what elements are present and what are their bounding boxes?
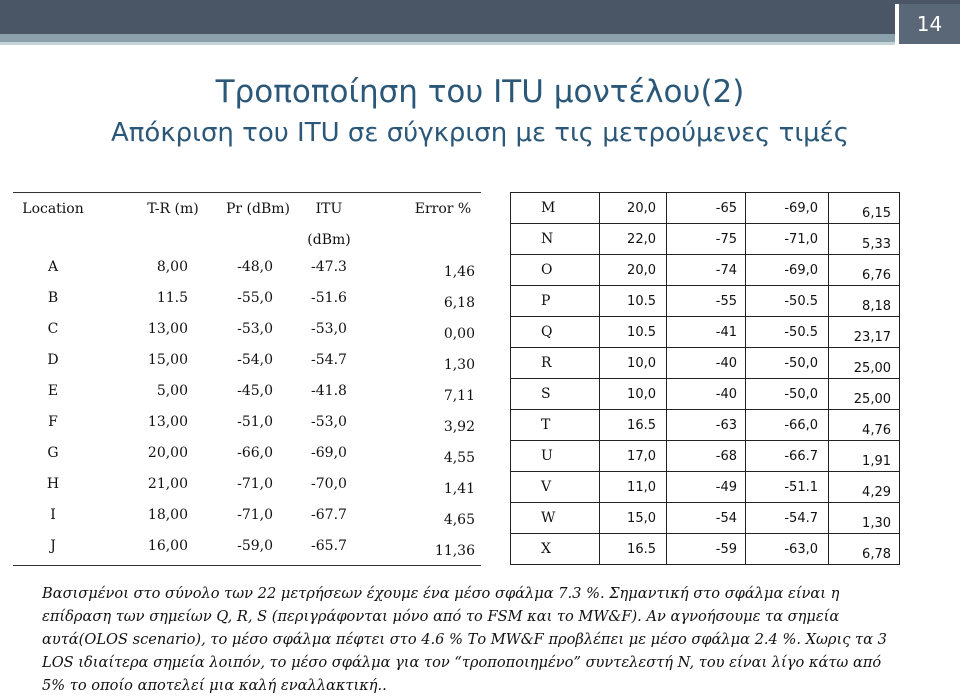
table-row bbox=[13, 534, 481, 566]
cell-tr: 10,0 bbox=[600, 348, 667, 379]
cell-itu: -50,0 bbox=[746, 348, 829, 379]
cell-pr: -54 bbox=[667, 503, 746, 534]
cell-tr: 16.5 bbox=[600, 410, 667, 441]
cell-location: R bbox=[511, 348, 600, 379]
table-row bbox=[511, 534, 900, 565]
cell-itu: -53,0 bbox=[311, 321, 347, 337]
cell-error: 7,11 bbox=[443, 388, 475, 404]
cell-tr: 15,0 bbox=[600, 503, 667, 534]
cell-error: 1,91 bbox=[829, 441, 900, 472]
cell-location: J bbox=[50, 538, 56, 554]
cell-location: G bbox=[47, 445, 59, 461]
cell-pr: -40 bbox=[667, 348, 746, 379]
cell-error: 25,00 bbox=[829, 379, 900, 410]
cell-tr: 10.5 bbox=[600, 317, 667, 348]
table-row bbox=[13, 503, 481, 534]
cell-pr: -55 bbox=[667, 286, 746, 317]
cell-itu: -50.5 bbox=[746, 286, 829, 317]
cell-location: B bbox=[47, 290, 59, 306]
table-row bbox=[511, 503, 900, 534]
table-row bbox=[511, 472, 900, 503]
cell-pr: -51,0 bbox=[237, 414, 273, 430]
cell-error: 0,00 bbox=[443, 326, 475, 342]
cell-pr: -63 bbox=[667, 410, 746, 441]
cell-error: 4,65 bbox=[443, 512, 475, 528]
table-row bbox=[13, 379, 481, 410]
cell-itu: -69,0 bbox=[746, 193, 829, 224]
header-error: Error % bbox=[414, 201, 472, 217]
table-row bbox=[13, 472, 481, 503]
cell-tr: 16,00 bbox=[147, 538, 188, 554]
cell-pr: -40 bbox=[667, 379, 746, 410]
cell-error: 4,29 bbox=[829, 472, 900, 503]
table-row bbox=[511, 317, 900, 348]
cell-itu: -53,0 bbox=[311, 414, 347, 430]
cell-error: 23,17 bbox=[829, 317, 900, 348]
cell-itu: -54.7 bbox=[746, 503, 829, 534]
cell-location: D bbox=[47, 352, 59, 368]
cell-itu: -41.8 bbox=[311, 383, 347, 399]
cell-pr: -45,0 bbox=[237, 383, 273, 399]
cell-itu: -50,0 bbox=[746, 379, 829, 410]
cell-pr: -75 bbox=[667, 224, 746, 255]
left-table-header bbox=[13, 192, 481, 224]
left-table-body bbox=[13, 255, 481, 566]
cell-pr: -65 bbox=[667, 193, 746, 224]
cell-error: 6,18 bbox=[443, 295, 475, 311]
cell-pr: -53,0 bbox=[237, 321, 273, 337]
cell-itu: -51.6 bbox=[311, 290, 347, 306]
table-row bbox=[511, 410, 900, 441]
cell-location: C bbox=[47, 321, 59, 337]
cell-location: U bbox=[511, 441, 600, 472]
slide-number: 14 bbox=[895, 4, 960, 44]
cell-tr: 21,00 bbox=[147, 476, 188, 492]
cell-tr: 15,00 bbox=[147, 352, 188, 368]
cell-pr: -49 bbox=[667, 472, 746, 503]
cell-error: 5,33 bbox=[829, 224, 900, 255]
table-row bbox=[13, 317, 481, 348]
cell-tr: 13,00 bbox=[147, 321, 188, 337]
cell-location: T bbox=[511, 410, 600, 441]
header-itu-unit: (dBm) bbox=[307, 232, 351, 248]
cell-tr: 11.5 bbox=[156, 290, 188, 306]
cell-location: N bbox=[511, 224, 600, 255]
header-itu: ITU bbox=[315, 201, 343, 217]
cell-tr: 10.5 bbox=[600, 286, 667, 317]
cell-tr: 8,00 bbox=[156, 259, 188, 275]
cell-itu: -70,0 bbox=[311, 476, 347, 492]
paragraph-line: LOS ιδιαίτερα σημεία λοιπόν, το μέσο σφάλμα για τον “τροποποιημένο” συντελεστή N, του είναι λίγο κάτω από bbox=[42, 654, 882, 671]
cell-location: A bbox=[47, 259, 59, 275]
table-row bbox=[13, 348, 481, 379]
cell-itu: -65.7 bbox=[311, 538, 347, 554]
cell-location: F bbox=[48, 414, 58, 430]
cell-tr: 17,0 bbox=[600, 441, 667, 472]
cell-error: 6,78 bbox=[829, 534, 900, 565]
cell-error: 6,15 bbox=[829, 193, 900, 224]
cell-pr: -59,0 bbox=[237, 538, 273, 554]
cell-error: 11,36 bbox=[434, 543, 475, 559]
table-row bbox=[511, 348, 900, 379]
header-stripe bbox=[0, 34, 895, 42]
cell-error: 4,76 bbox=[829, 410, 900, 441]
left-table-subheader bbox=[13, 224, 481, 255]
cell-location: W bbox=[511, 503, 600, 534]
header-location: Location bbox=[22, 201, 84, 217]
cell-location: P bbox=[511, 286, 600, 317]
cell-tr: 20,0 bbox=[600, 193, 667, 224]
cell-error: 1,41 bbox=[443, 481, 475, 497]
cell-location: E bbox=[47, 383, 59, 399]
slide-subtitle: Απόκριση του ITU σε σύγκριση με τις μετρούμενες τιμές bbox=[110, 118, 849, 148]
cell-location: O bbox=[511, 255, 600, 286]
table-row bbox=[511, 224, 900, 255]
cell-itu: -69,0 bbox=[311, 445, 347, 461]
cell-pr: -41 bbox=[667, 317, 746, 348]
cell-itu: -47.3 bbox=[311, 259, 347, 275]
cell-itu: -67.7 bbox=[311, 507, 347, 523]
cell-pr: -54,0 bbox=[237, 352, 273, 368]
cell-pr: -71,0 bbox=[237, 476, 273, 492]
cell-location: I bbox=[50, 507, 56, 523]
cell-pr: -48,0 bbox=[237, 259, 273, 275]
cell-pr: -74 bbox=[667, 255, 746, 286]
paragraph-line: 5% το οποίο αποτελεί μια καλή εναλλακτική.. bbox=[42, 677, 387, 694]
cell-tr: 20,0 bbox=[600, 255, 667, 286]
cell-location: Q bbox=[511, 317, 600, 348]
cell-pr: -68 bbox=[667, 441, 746, 472]
cell-error: 3,92 bbox=[443, 419, 475, 435]
cell-itu: -63,0 bbox=[746, 534, 829, 565]
table-row bbox=[511, 193, 900, 224]
cell-tr: 18,00 bbox=[147, 507, 188, 523]
cell-tr: 5,00 bbox=[156, 383, 188, 399]
cell-tr: 10,0 bbox=[600, 379, 667, 410]
header-pr: Pr (dBm) bbox=[225, 201, 290, 217]
cell-tr: 13,00 bbox=[147, 414, 188, 430]
cell-itu: -50.5 bbox=[746, 317, 829, 348]
left-table bbox=[13, 192, 481, 566]
slide-title: Τροποποίηση του ITU μοντέλου(2) bbox=[215, 74, 745, 110]
cell-tr: 16.5 bbox=[600, 534, 667, 565]
cell-error: 1,30 bbox=[443, 357, 475, 373]
cell-location: X bbox=[511, 534, 600, 565]
right-table bbox=[510, 192, 900, 565]
table-row bbox=[511, 441, 900, 472]
cell-error: 8,18 bbox=[829, 286, 900, 317]
table-row bbox=[13, 255, 481, 286]
cell-pr: -71,0 bbox=[237, 507, 273, 523]
cell-location: S bbox=[511, 379, 600, 410]
cell-error: 1,46 bbox=[443, 264, 475, 280]
paragraph-line: επίδραση των σημείων Q, R, S (περιγράφονται μόνο από το FSM και το MW&F). Αν αγνοήσουμε τα σημεία bbox=[42, 608, 840, 625]
header-bar bbox=[0, 0, 960, 34]
table-row bbox=[13, 286, 481, 317]
cell-error: 6,76 bbox=[829, 255, 900, 286]
cell-pr: -59 bbox=[667, 534, 746, 565]
table-row bbox=[511, 286, 900, 317]
cell-tr: 11,0 bbox=[600, 472, 667, 503]
right-table-body bbox=[511, 193, 900, 565]
cell-pr: -66,0 bbox=[237, 445, 273, 461]
cell-pr: -55,0 bbox=[237, 290, 273, 306]
cell-error: 25,00 bbox=[829, 348, 900, 379]
paragraph-line: Βασισμένοι στο σύνολο των 22 μετρήσεων έχουμε ένα μέσο σφάλμα 7.3 %. Σημαντική στο σφάλμα είναι η bbox=[42, 585, 840, 602]
cell-itu: -69,0 bbox=[746, 255, 829, 286]
cell-location: M bbox=[511, 193, 600, 224]
paragraph-line: αυτά(OLOS scenario), το μέσο σφάλμα πέφτει στο 4.6 % Το MW&F προβλέπει με μέσο σφάλμα 2.4 %. Χωρις τα 3 bbox=[42, 631, 887, 648]
cell-itu: -71,0 bbox=[746, 224, 829, 255]
cell-location: H bbox=[46, 476, 60, 492]
cell-tr: 22,0 bbox=[600, 224, 667, 255]
cell-error: 4,55 bbox=[443, 450, 475, 466]
cell-itu: -54.7 bbox=[311, 352, 347, 368]
cell-error: 1,30 bbox=[829, 503, 900, 534]
table-row bbox=[511, 255, 900, 286]
table-row bbox=[13, 441, 481, 472]
conclusion-paragraph bbox=[42, 582, 922, 697]
table-row bbox=[511, 379, 900, 410]
header-stripe-light bbox=[0, 42, 895, 45]
header-tr: T-R (m) bbox=[147, 201, 199, 217]
cell-itu: -66,0 bbox=[746, 410, 829, 441]
cell-location: V bbox=[511, 472, 600, 503]
cell-tr: 20,00 bbox=[147, 445, 188, 461]
table-row bbox=[13, 410, 481, 441]
cell-itu: -66.7 bbox=[746, 441, 829, 472]
cell-itu: -51.1 bbox=[746, 472, 829, 503]
